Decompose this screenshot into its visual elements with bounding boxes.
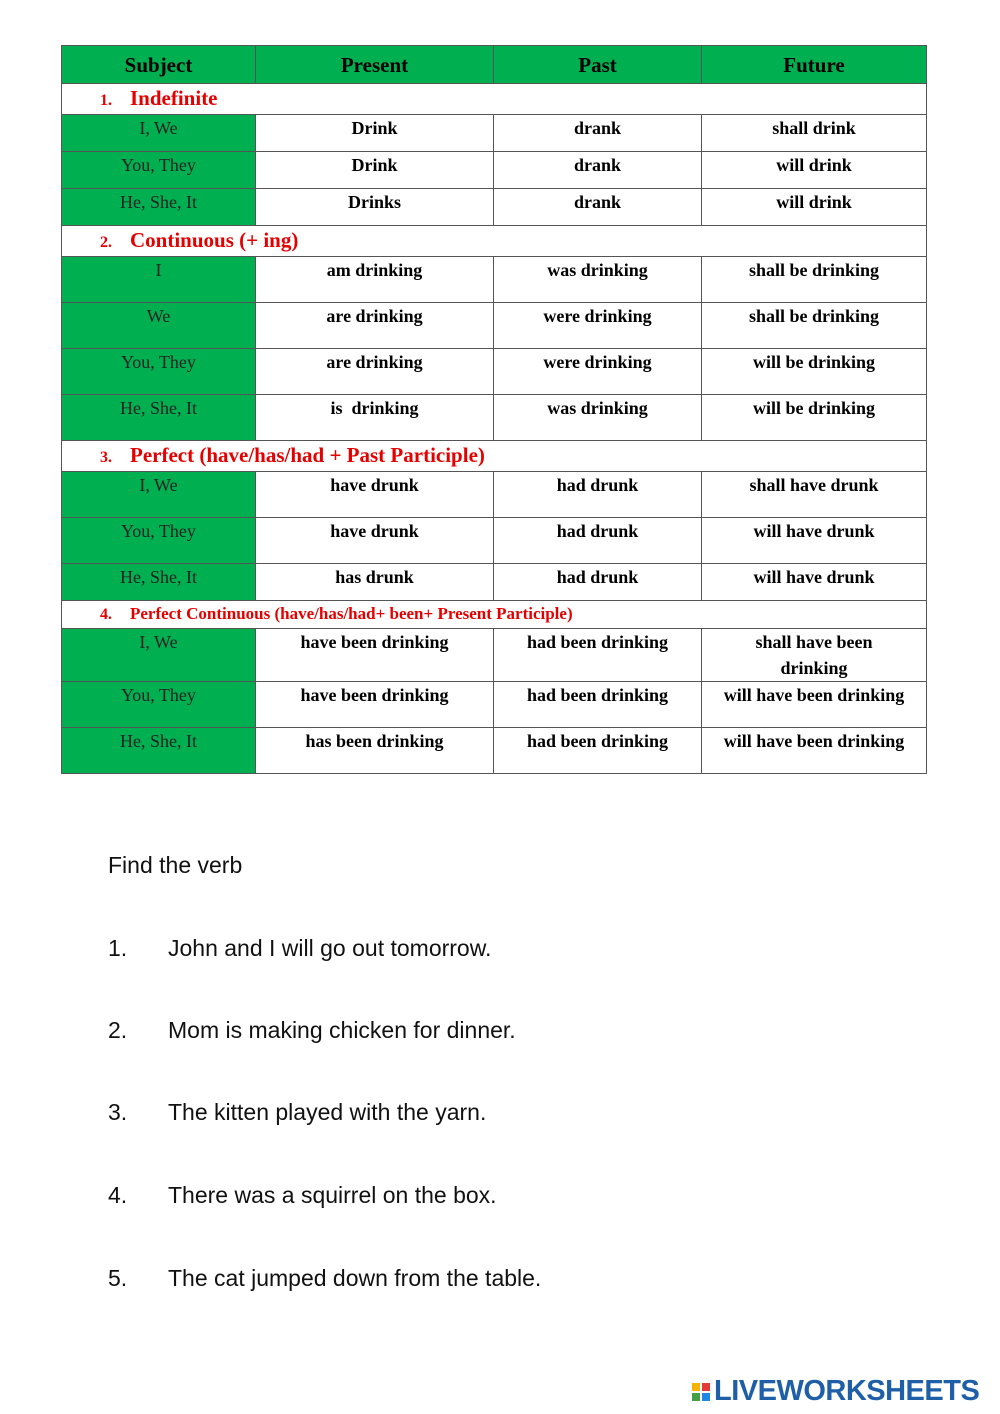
table-row — [62, 189, 927, 226]
section-number: 2. — [100, 233, 112, 251]
exercise-item-text: John and I will go out tomorrow. — [168, 935, 492, 961]
subject-cell: I, We — [62, 629, 256, 682]
exercise-item — [108, 1265, 541, 1292]
future-cell: will drink — [702, 189, 927, 226]
table-row — [62, 303, 927, 349]
future-cell: will have been drinking — [702, 728, 927, 774]
section-heading — [62, 441, 927, 472]
past-cell: had been drinking — [494, 728, 702, 774]
table-row — [62, 115, 927, 152]
past-cell: were drinking — [494, 349, 702, 395]
exercise-item-text: There was a squirrel on the box. — [168, 1182, 497, 1208]
present-cell: has been drinking — [256, 728, 494, 774]
exercise-item-number: 2. — [108, 1017, 128, 1043]
section-title: Continuous (+ ing) — [130, 227, 299, 252]
present-cell: are drinking — [256, 349, 494, 395]
past-cell: had drunk — [494, 564, 702, 601]
future-cell: shall have been drinking — [702, 629, 927, 682]
header-subject: Subject — [62, 46, 256, 84]
table-header-row — [62, 46, 927, 84]
future-cell: will have been drinking — [702, 682, 927, 728]
exercise-item-text: The cat jumped down from the table. — [168, 1265, 542, 1291]
exercise-item — [108, 1017, 516, 1044]
table-row — [62, 395, 927, 441]
past-cell: drank — [494, 115, 702, 152]
section-title-cell — [62, 441, 927, 472]
past-cell: had been drinking — [494, 629, 702, 682]
future-cell: will have drunk — [702, 564, 927, 601]
exercise-item-number: 4. — [108, 1182, 128, 1208]
section-title: Perfect (have/has/had + Past Participle) — [130, 442, 485, 467]
past-cell: drank — [494, 189, 702, 226]
liveworksheets-logo-icon — [692, 1383, 710, 1401]
future-cell: shall be drinking — [702, 257, 927, 303]
subject-cell: He, She, It — [62, 728, 256, 774]
exercise-item-number: 3. — [108, 1099, 128, 1125]
past-cell: was drinking — [494, 395, 702, 441]
section-heading — [62, 84, 927, 115]
present-cell: have drunk — [256, 518, 494, 564]
present-cell: Drinks — [256, 189, 494, 226]
tense-table — [61, 45, 927, 774]
present-cell: Drink — [256, 152, 494, 189]
past-cell: had drunk — [494, 472, 702, 518]
exercise-item — [108, 1182, 497, 1209]
exercise-item-text: Mom is making chicken for dinner. — [168, 1017, 516, 1043]
logo-text: LIVEWORKSHEETS — [714, 1375, 980, 1407]
present-cell: are drinking — [256, 303, 494, 349]
liveworksheets-logo[interactable] — [692, 1375, 979, 1408]
past-cell: had drunk — [494, 518, 702, 564]
future-cell: will have drunk — [702, 518, 927, 564]
subject-cell: I, We — [62, 115, 256, 152]
subject-cell: You, They — [62, 682, 256, 728]
table-row — [62, 472, 927, 518]
subject-cell: You, They — [62, 349, 256, 395]
header-present: Present — [256, 46, 494, 84]
past-cell: was drinking — [494, 257, 702, 303]
future-cell: shall have drunk — [702, 472, 927, 518]
subject-cell: I — [62, 257, 256, 303]
future-cell: will be drinking — [702, 349, 927, 395]
present-cell: is drinking — [256, 395, 494, 441]
future-cell: will drink — [702, 152, 927, 189]
section-title-cell — [62, 601, 927, 629]
exercise-item-number: 5. — [108, 1265, 128, 1291]
section-number: 3. — [100, 448, 112, 466]
present-cell: have drunk — [256, 472, 494, 518]
table-row — [62, 682, 927, 728]
section-title: Indefinite — [130, 85, 218, 110]
present-cell: have been drinking — [256, 682, 494, 728]
exercise-item — [108, 935, 491, 962]
past-cell: had been drinking — [494, 682, 702, 728]
subject-cell: We — [62, 303, 256, 349]
table-row — [62, 728, 927, 774]
present-cell: am drinking — [256, 257, 494, 303]
exercise-item-text: The kitten played with the yarn. — [168, 1099, 487, 1125]
table-row — [62, 349, 927, 395]
future-cell: will be drinking — [702, 395, 927, 441]
section-title-cell — [62, 226, 927, 257]
present-cell: has drunk — [256, 564, 494, 601]
table-row — [62, 629, 927, 682]
subject-cell: He, She, It — [62, 564, 256, 601]
subject-cell: You, They — [62, 152, 256, 189]
section-title-cell — [62, 84, 927, 115]
present-cell: Drink — [256, 115, 494, 152]
section-number: 4. — [100, 606, 112, 623]
table-row — [62, 152, 927, 189]
section-heading — [62, 601, 927, 629]
exercise-item-number: 1. — [108, 935, 128, 961]
header-future: Future — [702, 46, 927, 84]
section-title: Perfect Continuous (have/has/had+ been+ Present Participle) — [130, 604, 573, 623]
past-cell: drank — [494, 152, 702, 189]
header-past: Past — [494, 46, 702, 84]
section-heading — [62, 226, 927, 257]
table-row — [62, 518, 927, 564]
subject-cell: You, They — [62, 518, 256, 564]
past-cell: were drinking — [494, 303, 702, 349]
table-row — [62, 257, 927, 303]
exercise-title: Find the verb — [108, 852, 243, 878]
present-cell: have been drinking — [256, 629, 494, 682]
table-row — [62, 564, 927, 601]
section-number: 1. — [100, 91, 112, 109]
future-cell: shall be drinking — [702, 303, 927, 349]
subject-cell: He, She, It — [62, 395, 256, 441]
subject-cell: I, We — [62, 472, 256, 518]
future-cell: shall drink — [702, 115, 927, 152]
subject-cell: He, She, It — [62, 189, 256, 226]
exercise-item — [108, 1099, 486, 1126]
